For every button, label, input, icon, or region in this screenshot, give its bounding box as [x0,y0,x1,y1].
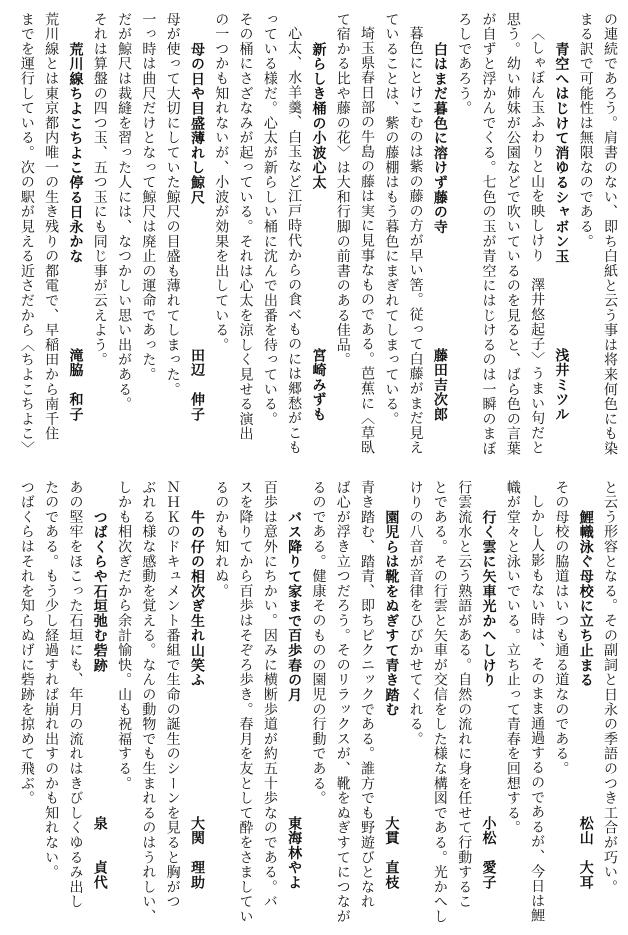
haiku-heading [549,12,573,467]
text-line: ＮＨＫのドキュメント番組で生命の誕生のシーンを見ると胸がつ [164,480,181,910]
text-line: スを降りてから百歩はそぞろ歩き。春月を友として酔をさましてい [237,480,254,924]
text-line: とである。その行雲と矢車が交信をした様な構図である。光かへし [431,480,448,924]
haiku-heading [63,12,87,467]
text-line: ろしであろう。 [456,12,473,116]
text-line: まる訳で可能性は無限なのである。 [577,12,594,249]
haiku-text: 牛の仔の相次ぎ生れ山笑ふ [188,510,205,688]
text-line: ていることは、紫の藤棚はもう暮色にまぎれてしまっている。 [383,12,400,427]
text-line: だが鯨尺は裁縫を習った人には、なつかしい思い出がある。 [116,12,133,412]
haiku-heading [573,480,597,935]
text-line: けりの八音が音律をひびかせてくれる。 [407,480,424,747]
haiku-author: 藤田吉次郎 [431,348,448,422]
haiku-author: 小松 愛子 [480,816,497,890]
text-line: っている様だ。心太が新らしい桶に沈んで出番を待っている。 [261,12,278,427]
text-line: その桶にさざなみが起っている。それは心太を涼しく見せる演出 [237,12,254,442]
text-line: 思う。幼い姉妹が公園などで吹いているのを見ると、ばら色の言葉 [504,12,521,456]
haiku-author: 泉 貞代 [91,816,108,890]
text-line: 荒川線とは東京都内唯一の生き残りの都電で、早稲田から南千住 [43,12,60,442]
haiku-heading [282,480,306,935]
text-line: の一つかも知れないが、小波が効果を出している。 [213,12,230,353]
haiku-text: 鯉幟泳ぐ母校に立ち止まる [577,510,594,688]
haiku-heading [428,12,452,467]
text-line: つばくらはそれを知らぬげに砦跡を掠めて飛ぶ。 [18,480,35,806]
text-line: るのである。健康そのものの園児の行動である。 [310,480,327,806]
text-line: 行雲流水と云う熟語がある。自然の流れに身を任せて行動するこ [456,480,473,910]
text-line: るのかも知れぬ。 [213,480,230,599]
haiku-text: 母の日や目盛薄れし鯨尺 [188,42,205,205]
text-line: たのである。もう少し経過すれば崩れ出すのかも知れない。 [43,480,60,880]
haiku-heading [87,480,111,935]
haiku-author: 田辺 伸子 [188,348,205,422]
haiku-heading [185,480,209,935]
haiku-author: 浅井ミツル [553,348,570,422]
haiku-text: 青空へはじけて消ゆるシャボン玉 [553,42,570,264]
haiku-author: 大貫 直枝 [383,816,400,890]
text-line: 青き踏む、踏青、即ちピクニックである。誰方でも野遊びとなれ [359,480,376,910]
text-line: と云う形容となる。その副詞と日永の季語のつき工合が巧い。 [602,480,618,895]
haiku-text: 園児らは靴をぬぎすて青き踏む [383,510,400,718]
text-line: その母校の脇道はいつも通る道なのである。 [553,480,570,776]
haiku-author: 東海林やよ [286,816,303,890]
text-line: あの堅牢をほこった石垣にも、年月の流れはきびしくゆるみ出し [67,480,84,910]
text-line: 心太、水羊羹、白玉など江戸時代からの食べものには郷愁がこも [286,26,303,456]
haiku-heading [379,480,403,935]
haiku-text: 荒川線ちよこちよこ停る日永かな [67,42,84,264]
text-line: て宿かる比や藤の花〉は大和行脚の前書のある佳品。 [334,12,351,368]
text-line: ぶれる様な感動を覚える。なんの動物でも生まれるのはうれしい、 [140,480,157,924]
haiku-heading [306,12,330,467]
text-line: の連続であろう。肩書のない、即ち白紙と云う事は将来何色にも染 [602,12,618,456]
text-line: 幟が堂々と泳いでいる。立ち止って青春を回想する。 [504,480,521,836]
haiku-text: バス降りて家まで百歩春の月 [286,510,303,703]
text-line: それは算盤の四つ玉、五つ玉にも同じ事が云えよう。 [91,12,108,368]
text-line: 百歩は意外にちかい。因みに横断歩道が約五十歩なのである。バ [261,480,278,910]
haiku-author: 松山 大耳 [577,816,594,890]
haiku-text: 新らしき桶の小波心太 [310,42,327,190]
text-line: 暮色にとけこむのは紫の藤の方が早い筈。従って白藤がまだ見え [407,26,424,456]
text-line: までを運行している。次の駅が見える近さだから〈ちよこちよこ〉 [18,12,35,456]
bottom-text-block [6,480,622,930]
haiku-text: つばくらや石垣弛む砦跡 [91,510,108,673]
text-line: 〈しゃぼん玉ふわりと山を映しけり 澤井悠起子〉うまい句だと [529,26,546,456]
haiku-author: 宮崎みずも [310,348,327,422]
text-line: ば心が浮き立つだろう。そのリラックスが、靴をぬぎすてにつなが [334,480,351,924]
haiku-author: 大関 理助 [188,816,205,890]
text-line: しかし人影もない時は、そのまま通過するのであるが、今日は鯉 [529,494,546,924]
text-line: 埼玉県春日部の牛島の藤は実に見事なものである。芭蕉に〈草臥 [359,26,376,456]
haiku-text: 行く雲に矢車光かへしけり [480,510,497,688]
top-text-block [6,12,622,467]
haiku-author: 滝脇 和子 [67,348,84,422]
haiku-heading [185,12,209,467]
text-line: 母が使って大切にしていた鯨尺の目盛も薄れてしまった。 [164,12,181,397]
text-line: 一っ時は曲尺だけとなって鯨尺は廃止の運命であった。 [140,12,157,382]
text-line: が自ずと浮かんでくる。七色の玉が青空にはじけるのは一瞬のまぼ [480,12,497,456]
haiku-heading [476,480,500,935]
text-line: しかも相次ぎだから余計愉快。山も祝福する。 [116,480,133,791]
haiku-text: 白はまだ暮色に溶けず藤の寺 [431,42,448,235]
